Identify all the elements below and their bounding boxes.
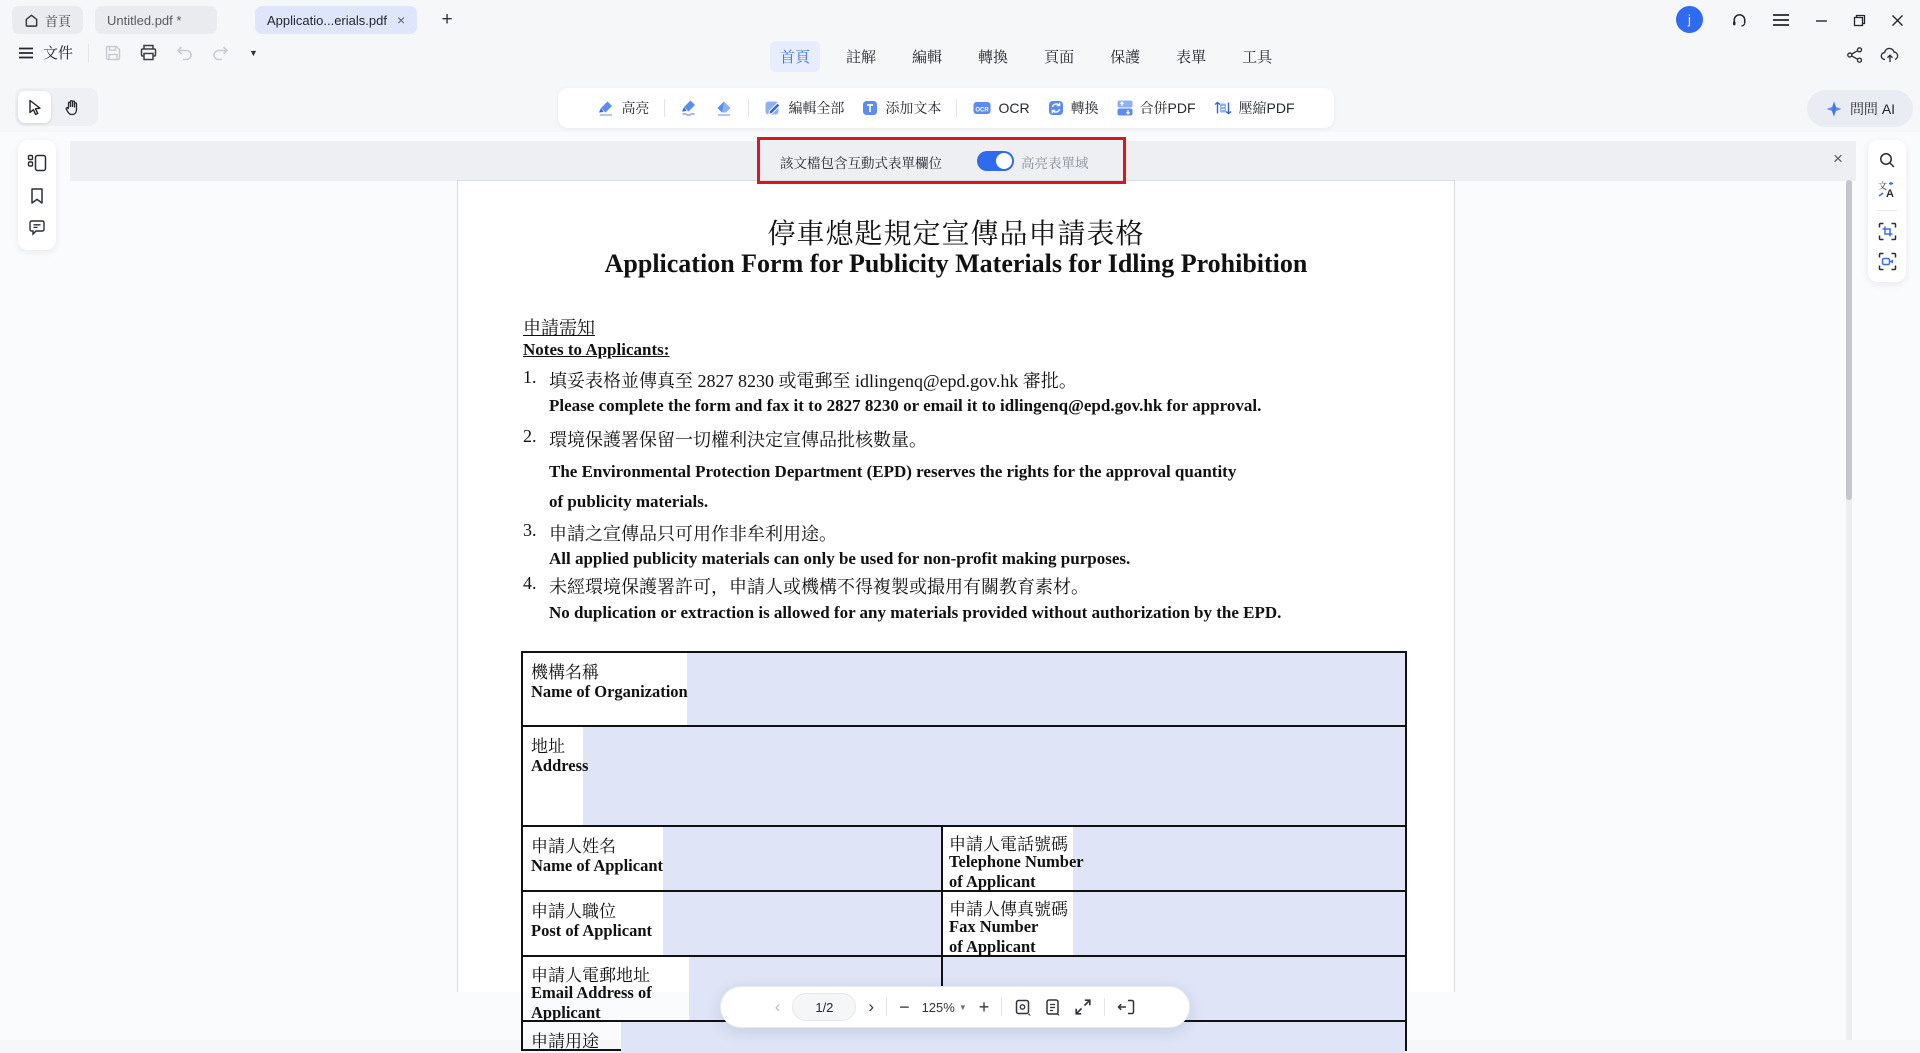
left-side-panel	[18, 140, 56, 250]
highlighter-tool-button[interactable]	[678, 99, 700, 117]
document-viewport	[0, 132, 1920, 1051]
menu-home[interactable]: 首頁	[770, 41, 820, 72]
svg-text:A: A	[1886, 188, 1894, 200]
label-tel-en1: Telephone Number	[949, 852, 1084, 871]
form-field-post[interactable]	[663, 892, 941, 955]
label-email-en1: Email Address of	[531, 983, 652, 1002]
hand-tool[interactable]	[55, 91, 88, 123]
ai-sparkle-icon	[1825, 100, 1843, 118]
form-notification-message: 該文檔包含互動式表單欄位	[780, 156, 942, 171]
notes-heading-en: Notes to Applicants:	[523, 340, 670, 359]
divider	[886, 998, 887, 1016]
cloud-upload-icon[interactable]	[1880, 46, 1900, 64]
form-field-telephone[interactable]	[1073, 827, 1405, 890]
search-icon[interactable]	[1878, 151, 1896, 169]
next-page-icon[interactable]: ›	[868, 997, 875, 1016]
page-indicator-input[interactable]: 1/2	[792, 993, 856, 1021]
label-purpose-cn: 申請用途	[531, 1032, 599, 1051]
edit-all-button[interactable]: 編輯全部	[762, 98, 846, 118]
convert-button[interactable]: 轉換	[1045, 98, 1101, 118]
annotation-red-box	[757, 137, 1126, 184]
home-icon	[24, 13, 39, 28]
zoom-out-icon[interactable]: −	[899, 996, 910, 1017]
ocr-button[interactable]: OCR OCR	[970, 99, 1031, 117]
fullscreen-icon[interactable]	[1074, 998, 1092, 1016]
zoom-level-dropdown[interactable]: 125% ▼	[921, 999, 967, 1015]
scrollbar-thumb[interactable]	[1846, 180, 1852, 500]
restore-button[interactable]	[1842, 5, 1876, 35]
new-tab-button[interactable]: +	[441, 9, 453, 30]
screen-record-icon[interactable]	[1878, 252, 1897, 271]
support-headset-icon[interactable]	[1722, 5, 1756, 35]
divider	[1104, 998, 1105, 1016]
menu-form[interactable]: 表單	[1176, 49, 1207, 66]
right-side-panel	[1868, 140, 1906, 282]
add-text-button[interactable]: 添加文本	[859, 98, 943, 118]
share-icon[interactable]	[1846, 46, 1864, 64]
translate-icon[interactable]	[1877, 180, 1897, 199]
undo-icon[interactable]	[175, 44, 194, 61]
edit-pencil-icon	[764, 99, 782, 117]
tab-application-label: Applicatio...erials.pdf	[267, 12, 387, 28]
label-fax-en1: Fax Number	[949, 917, 1039, 936]
pointer-tool-group	[15, 88, 98, 126]
divider	[1001, 998, 1002, 1016]
ocr-icon	[972, 99, 992, 117]
fit-page-icon[interactable]	[1014, 998, 1033, 1017]
menu-annotate[interactable]: 註解	[846, 49, 877, 66]
pdf-page: 停車熄匙規定宣傳品申請表格 Application Form for Publicity Materials for Idling Prohibition 申請需知 Notes to Applicants: 1. 填妥表格並傳真至 2827 8230 或電郵至 idlingenq@epd.gov.hk 審批。 Please complete the form and fax it to 2827 8230 or email it to idlingenq@epd.gov.hk for approval. 2. 環境保護署保留一切權利決定宣傳品批核數量。 The Environmental Protection Department (EPD) reserves the rights for the approval quantity of publicity materials. 3. 申請之宣傳品只可用作非牟利用途。 All applied publicity materials can only be used for non-profit making purposes. 4. 未經環境保護署許可，申請人或機構不得複製或撮用有關教育素材。 No duplication or extraction is allowed for any materials provided without authorization by the EPD. 機構名稱 Name of Organization 地址 Address 申請人姓名 Name of Applicant 申請人電話號碼 Telephone Number of Applicant 申請人職位 Post of Applicant 申請人傳真號碼 Fax Number of Applicant 申請人電郵地址 Email Address of Applicant 申請用途	[457, 180, 1455, 992]
divider	[956, 99, 957, 117]
titlebar	[0, 0, 1920, 40]
convert-icon	[1047, 99, 1065, 117]
ask-ai-button[interactable]: 問問 AI	[1807, 90, 1913, 127]
svg-text:文: 文	[1878, 181, 1888, 191]
eraser-tool-button[interactable]	[713, 99, 735, 117]
compress-pdf-icon	[1213, 99, 1233, 117]
form-field-address[interactable]	[583, 727, 1405, 825]
form-field-fax[interactable]	[1073, 892, 1405, 955]
menu-page[interactable]: 頁面	[1044, 49, 1075, 66]
label-name-en: Name of Applicant	[531, 856, 663, 875]
zoom-in-icon[interactable]: +	[978, 996, 990, 1017]
label-name-cn: 申請人姓名	[531, 837, 616, 856]
menu-tools[interactable]: 工具	[1242, 49, 1273, 66]
bookmarks-icon[interactable]	[29, 187, 45, 205]
app-menu-icon[interactable]	[1764, 5, 1798, 35]
tab-application-pdf[interactable]	[255, 6, 417, 34]
menu-edit[interactable]: 編輯	[912, 49, 943, 66]
highlighter-icon	[680, 99, 698, 117]
crop-capture-icon[interactable]	[1878, 222, 1897, 241]
doc-title-en: Application Form for Publicity Materials for Idling Prohibition	[604, 249, 1308, 278]
tab-home[interactable]	[12, 6, 83, 34]
chevron-down-icon: ▼	[958, 1002, 967, 1012]
divider	[748, 99, 749, 117]
tab-untitled[interactable]	[95, 6, 217, 34]
label-post-en: Post of Applicant	[531, 921, 653, 940]
page-navigation-toolbar	[720, 986, 1190, 1028]
eraser-icon	[715, 99, 733, 117]
add-text-icon	[861, 99, 879, 117]
quick-actions-toolbar	[558, 88, 1334, 128]
tab-untitled-label: Untitled.pdf *	[107, 12, 182, 28]
label-email-en2: Applicant	[531, 1003, 601, 1022]
file-menu-icon	[18, 47, 34, 59]
label-addr-en: Address	[531, 756, 589, 775]
form-field-applicant-name[interactable]	[663, 827, 941, 890]
label-org-cn: 機構名稱	[531, 663, 599, 682]
vertical-scrollbar[interactable]	[1846, 180, 1852, 1040]
print-icon[interactable]	[139, 43, 158, 62]
label-tel-cn: 申請人電話號碼	[949, 835, 1068, 854]
menu-convert[interactable]: 轉換	[978, 49, 1009, 66]
label-post-cn: 申請人職位	[531, 902, 616, 921]
highlight-button[interactable]: 高亮	[595, 98, 651, 118]
divider	[664, 99, 665, 117]
page-layout-icon[interactable]	[1045, 998, 1062, 1017]
tab-close-icon[interactable]: ×	[396, 12, 406, 28]
label-org-en: Name of Organization	[531, 682, 688, 701]
comments-icon[interactable]	[28, 219, 46, 236]
doc-title-cn: 停車熄匙規定宣傳品申請表格	[767, 219, 1145, 250]
merge-pdf-button[interactable]: 合併PDF	[1114, 98, 1198, 118]
minimize-button[interactable]	[1804, 5, 1838, 35]
menu-row	[0, 40, 1920, 72]
compress-pdf-button[interactable]: 壓縮PDF	[1211, 98, 1297, 118]
divider	[1877, 210, 1897, 211]
chevron-down-icon[interactable]: ▼	[249, 47, 258, 58]
prev-page-icon[interactable]: ‹	[774, 997, 781, 1016]
main-menu	[770, 41, 1282, 72]
form-field-organization[interactable]	[687, 653, 1405, 725]
save-icon[interactable]	[104, 44, 122, 62]
label-addr-cn: 地址	[531, 737, 565, 756]
tab-home-label: 首頁	[45, 13, 72, 29]
label-tel-en2: of Applicant	[949, 872, 1036, 891]
divider	[88, 44, 89, 62]
label-fax-cn: 申請人傳真號碼	[949, 900, 1068, 919]
highlight-form-fields-label: 高亮表單域	[1021, 156, 1089, 171]
svg-text:OCR: OCR	[975, 107, 990, 114]
page-thumbnails-icon[interactable]	[27, 154, 47, 172]
notes-heading-cn: 申請需知	[523, 318, 595, 338]
file-menu[interactable]: 文件	[43, 45, 74, 62]
redo-icon[interactable]	[211, 44, 230, 61]
label-email-cn: 申請人電郵地址	[531, 966, 650, 985]
avatar[interactable]: j	[1676, 6, 1703, 33]
side-panel-toggle-icon[interactable]	[1117, 999, 1135, 1015]
notification-close-icon[interactable]: ×	[1833, 149, 1843, 168]
label-fax-en2: of Applicant	[949, 937, 1036, 956]
menu-protect[interactable]: 保護	[1110, 49, 1141, 66]
close-button[interactable]	[1880, 5, 1914, 35]
highlight-pen-icon	[597, 99, 615, 117]
select-cursor-tool[interactable]	[18, 91, 51, 123]
merge-pdf-icon	[1116, 99, 1134, 117]
